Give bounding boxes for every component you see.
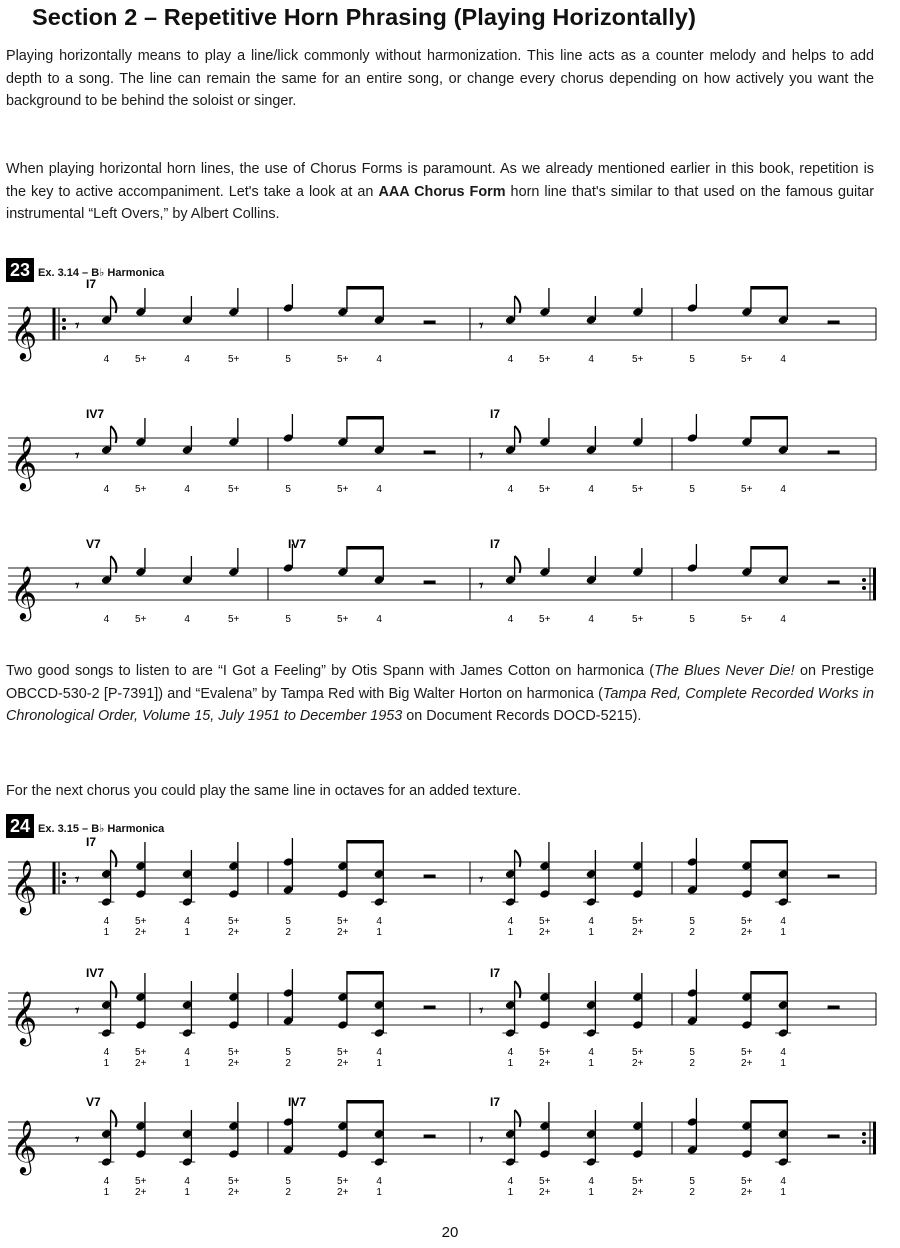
tab-number: 1 [588, 1187, 594, 1198]
tab-number: 5+ [741, 354, 753, 365]
tab-number: 5 [689, 614, 695, 625]
tab-number: 5+ [135, 1176, 147, 1187]
eighth-rest-icon: 𝄾 [75, 871, 80, 889]
tab-number: 5+ [337, 1176, 349, 1187]
tab-number: 4 [376, 916, 382, 927]
track-number-badge: 24 [6, 814, 34, 838]
tab-number: 2 [285, 927, 291, 938]
treble-clef-icon: 𝄞 [10, 991, 38, 1043]
example-title: Ex. 3.15 – B♭ Harmonica [38, 823, 165, 835]
tab-number: 5+ [135, 354, 147, 365]
tab-number: 5+ [741, 1047, 753, 1058]
half-rest-icon [424, 1135, 436, 1139]
tab-number: 4 [103, 614, 110, 625]
tab-number: 5 [689, 354, 695, 365]
tab-number: 4 [103, 1176, 110, 1187]
treble-clef-icon: 𝄞 [10, 860, 38, 912]
tab-number: 5+ [227, 1047, 240, 1058]
tab-number: 4 [184, 484, 190, 495]
tab-number: 5 [689, 1176, 695, 1187]
tab-number: 1 [103, 1187, 110, 1198]
tab-number: 2+ [741, 927, 753, 938]
chord-symbol: I7 [490, 966, 501, 980]
tab-number: 1 [103, 1058, 110, 1069]
half-rest-icon [424, 875, 436, 879]
paragraph-text: horn line that's similar to that used on the famous guitar instrumental “Left Overs,” by Albert Collins. [6, 183, 874, 222]
chord-symbol: IV7 [288, 537, 307, 551]
tab-number: 2+ [539, 927, 551, 938]
tab-number: 2+ [539, 1187, 551, 1198]
tab-number: 2+ [631, 927, 644, 938]
tab-number: 5+ [539, 916, 551, 927]
tab-number: 4 [588, 484, 594, 495]
chord-symbol: V7 [86, 537, 101, 551]
tab-number: 4 [103, 1047, 110, 1058]
page-number: 20 [441, 1224, 459, 1241]
tab-number: 1 [376, 1058, 382, 1069]
tab-number: 5 [285, 1047, 291, 1058]
tab-number: 5+ [337, 354, 349, 365]
tab-number: 5 [285, 916, 291, 927]
tab-number: 4 [780, 484, 786, 495]
tab-number: 1 [103, 927, 110, 938]
tab-number: 5+ [227, 354, 240, 365]
tab-number: 2+ [227, 927, 240, 938]
tab-number: 5+ [539, 614, 551, 625]
repeat-dot [62, 880, 66, 884]
tab-number: 4 [507, 1176, 514, 1187]
tab-number: 5+ [337, 916, 349, 927]
note-flag [515, 850, 521, 867]
tab-number: 5 [285, 354, 291, 365]
tab-number: 5+ [337, 484, 349, 495]
tab-number: 4 [780, 1176, 786, 1187]
chord-symbol: I7 [490, 1095, 501, 1109]
note-flag [111, 850, 117, 867]
treble-clef-icon: 𝄞 [10, 1120, 38, 1172]
note-beam [347, 971, 383, 975]
tab-number: 5 [689, 484, 695, 495]
tab-number: 2+ [539, 1058, 551, 1069]
tab-number: 5 [285, 484, 291, 495]
tab-number: 4 [507, 1047, 514, 1058]
tab-number: 4 [184, 1176, 190, 1187]
tab-number: 2+ [227, 1058, 240, 1069]
tab-number: 4 [184, 354, 190, 365]
tab-number: 4 [507, 614, 514, 625]
tab-number: 5+ [227, 614, 240, 625]
repeat-dot [862, 1140, 866, 1144]
paragraph-text: on Document Records DOCD-5215). [402, 708, 642, 724]
tab-number: 4 [184, 1047, 190, 1058]
tab-number: 2+ [135, 927, 147, 938]
repeat-dot [62, 872, 66, 876]
tab-number: 1 [780, 1187, 786, 1198]
note-flag [515, 981, 521, 998]
tab-number: 1 [588, 927, 594, 938]
tab-number: 5+ [135, 484, 147, 495]
eighth-rest-icon: 𝄾 [479, 1002, 484, 1020]
tab-number: 5 [689, 916, 695, 927]
tab-number: 1 [780, 927, 786, 938]
chord-symbol: IV7 [86, 966, 105, 980]
tab-number: 2+ [631, 1058, 644, 1069]
tab-number: 4 [588, 1176, 594, 1187]
paragraph-text: on Prestige OBCCD-530-2 [P-7391]) and “Evalena” by Tampa Red with Big Walter Horton on harmonica ( [6, 663, 875, 702]
eighth-rest-icon: 𝄾 [479, 447, 484, 465]
tab-number: 2 [689, 927, 695, 938]
tab-number: 5+ [227, 916, 240, 927]
tab-number: 4 [507, 916, 514, 927]
tab-number: 2 [689, 1058, 695, 1069]
tab-number: 4 [103, 354, 110, 365]
tab-number: 4 [780, 614, 786, 625]
tab-number: 4 [780, 354, 786, 365]
note-beam [347, 840, 383, 844]
tab-number: 4 [376, 354, 382, 365]
tab-number: 1 [780, 1058, 786, 1069]
note-flag [111, 981, 117, 998]
tab-number: 1 [376, 1187, 382, 1198]
tab-number: 4 [588, 1047, 594, 1058]
tab-number: 2 [285, 1058, 291, 1069]
tab-number: 2+ [741, 1187, 753, 1198]
tab-number: 4 [780, 1047, 786, 1058]
chord-symbol: I7 [490, 537, 501, 551]
chorus-form-term: AAA Chorus Form [378, 183, 506, 200]
tab-number: 5+ [741, 916, 753, 927]
tab-number: 2+ [741, 1058, 753, 1069]
example-title: Ex. 3.14 – B♭ Harmonica [38, 267, 165, 279]
octaves-paragraph: For the next chorus you could play the same line in octaves for an added texture. [6, 783, 522, 799]
eighth-rest-icon: 𝄾 [75, 1002, 80, 1020]
eighth-rest-icon: 𝄾 [479, 871, 484, 889]
tab-number: 5+ [337, 614, 349, 625]
tab-number: 2+ [337, 927, 349, 938]
eighth-rest-icon: 𝄾 [479, 1131, 484, 1149]
tab-number: 2 [689, 1187, 695, 1198]
eighth-rest-icon: 𝄾 [75, 447, 80, 465]
tab-number: 5+ [135, 916, 147, 927]
treble-clef-icon: 𝄞 [10, 306, 38, 358]
tab-number: 4 [103, 916, 110, 927]
tab-number: 4 [376, 1176, 382, 1187]
section-heading: Section 2 – Repetitive Horn Phrasing (Playing Horizontally) [32, 4, 697, 30]
tab-number: 2+ [135, 1187, 147, 1198]
tab-number: 1 [184, 927, 190, 938]
note-flag [111, 1110, 117, 1127]
tab-number: 2 [285, 1187, 291, 1198]
tab-number: 5+ [631, 916, 644, 927]
tab-number: 5+ [135, 614, 147, 625]
tab-number: 1 [184, 1187, 190, 1198]
tab-number: 5+ [631, 1047, 644, 1058]
tab-number: 5+ [631, 614, 644, 625]
eighth-rest-icon: 𝄾 [75, 317, 80, 335]
tab-number: 5+ [741, 484, 753, 495]
tab-number: 5+ [135, 1047, 147, 1058]
tab-number: 4 [507, 484, 514, 495]
tab-number: 4 [780, 916, 786, 927]
note-beam [347, 1100, 383, 1104]
tab-number: 5+ [631, 354, 644, 365]
intro-paragraph: Playing horizontally means to play a line/lick commonly without harmonization. This line acts as a counter melody and helps to add depth to a song. The line can remain the same for an entire song, or change every chorus depending on how actively you want the background to be behind the soloist or singer. [6, 48, 874, 109]
album-title: Tampa Red, Complete Recorded Works in Chronological Order, Volume 15, July 1951 to December 1953 [6, 685, 875, 724]
tab-number: 2+ [337, 1187, 349, 1198]
track-number-badge: 23 [6, 258, 34, 282]
tab-number: 5+ [631, 484, 644, 495]
eighth-rest-icon: 𝄾 [479, 577, 484, 595]
tab-number: 2+ [631, 1187, 644, 1198]
chord-symbol: IV7 [288, 1095, 307, 1109]
tab-number: 4 [588, 614, 594, 625]
tab-number: 1 [588, 1058, 594, 1069]
tab-number: 5 [285, 1176, 291, 1187]
paragraph-text: Two good songs to listen to are “I Got a Feeling” by Otis Spann with James Cotton on harmonica ( [6, 663, 655, 679]
tab-number: 1 [507, 1187, 514, 1198]
tab-number: 4 [507, 354, 514, 365]
chord-symbol: I7 [86, 277, 97, 291]
half-rest-icon [828, 875, 840, 879]
tab-number: 4 [184, 614, 190, 625]
tab-number: 5+ [227, 484, 240, 495]
note-flag [515, 1110, 521, 1127]
chord-symbol: I7 [490, 407, 501, 421]
note-beam [751, 840, 787, 844]
tab-number: 4 [588, 916, 594, 927]
chord-symbol: I7 [86, 835, 97, 849]
tab-number: 4 [376, 1047, 382, 1058]
tab-number: 2+ [227, 1187, 240, 1198]
eighth-rest-icon: 𝄾 [75, 577, 80, 595]
tab-number: 1 [376, 927, 382, 938]
tab-number: 5+ [741, 614, 753, 625]
tab-number: 5+ [539, 484, 551, 495]
tab-number: 1 [184, 1058, 190, 1069]
tab-number: 5+ [539, 354, 551, 365]
tab-number: 5 [285, 614, 291, 625]
half-rest-icon [424, 1006, 436, 1010]
eighth-rest-icon: 𝄾 [479, 317, 484, 335]
tab-number: 4 [184, 916, 190, 927]
tab-number: 4 [103, 484, 110, 495]
half-rest-icon [828, 1006, 840, 1010]
paragraph-text: When playing horizontal horn lines, the use of Chorus Forms is paramount. As we already mentioned earlier in this book, repetition is the key to active accompaniment. Let's take a look at an [6, 161, 874, 200]
half-rest-icon [828, 1135, 840, 1139]
album-title: The Blues Never Die! [654, 663, 795, 679]
tab-number: 5+ [539, 1047, 551, 1058]
tab-number: 5+ [337, 1047, 349, 1058]
tab-number: 2+ [135, 1058, 147, 1069]
tab-number: 4 [376, 614, 382, 625]
tab-number: 2+ [337, 1058, 349, 1069]
tab-number: 1 [507, 927, 514, 938]
tab-number: 4 [376, 484, 382, 495]
tab-number: 5+ [741, 1176, 753, 1187]
chord-symbol: IV7 [86, 407, 105, 421]
tab-number: 5 [689, 1047, 695, 1058]
tab-number: 5+ [631, 1176, 644, 1187]
chord-symbol: V7 [86, 1095, 101, 1109]
tab-number: 1 [507, 1058, 514, 1069]
note-beam [751, 971, 787, 975]
tab-number: 4 [588, 354, 594, 365]
tab-number: 5+ [227, 1176, 240, 1187]
treble-clef-icon: 𝄞 [10, 566, 38, 618]
treble-clef-icon: 𝄞 [10, 436, 38, 488]
eighth-rest-icon: 𝄾 [75, 1131, 80, 1149]
note-beam [751, 1100, 787, 1104]
repeat-dot [862, 1132, 866, 1136]
tab-number: 5+ [539, 1176, 551, 1187]
